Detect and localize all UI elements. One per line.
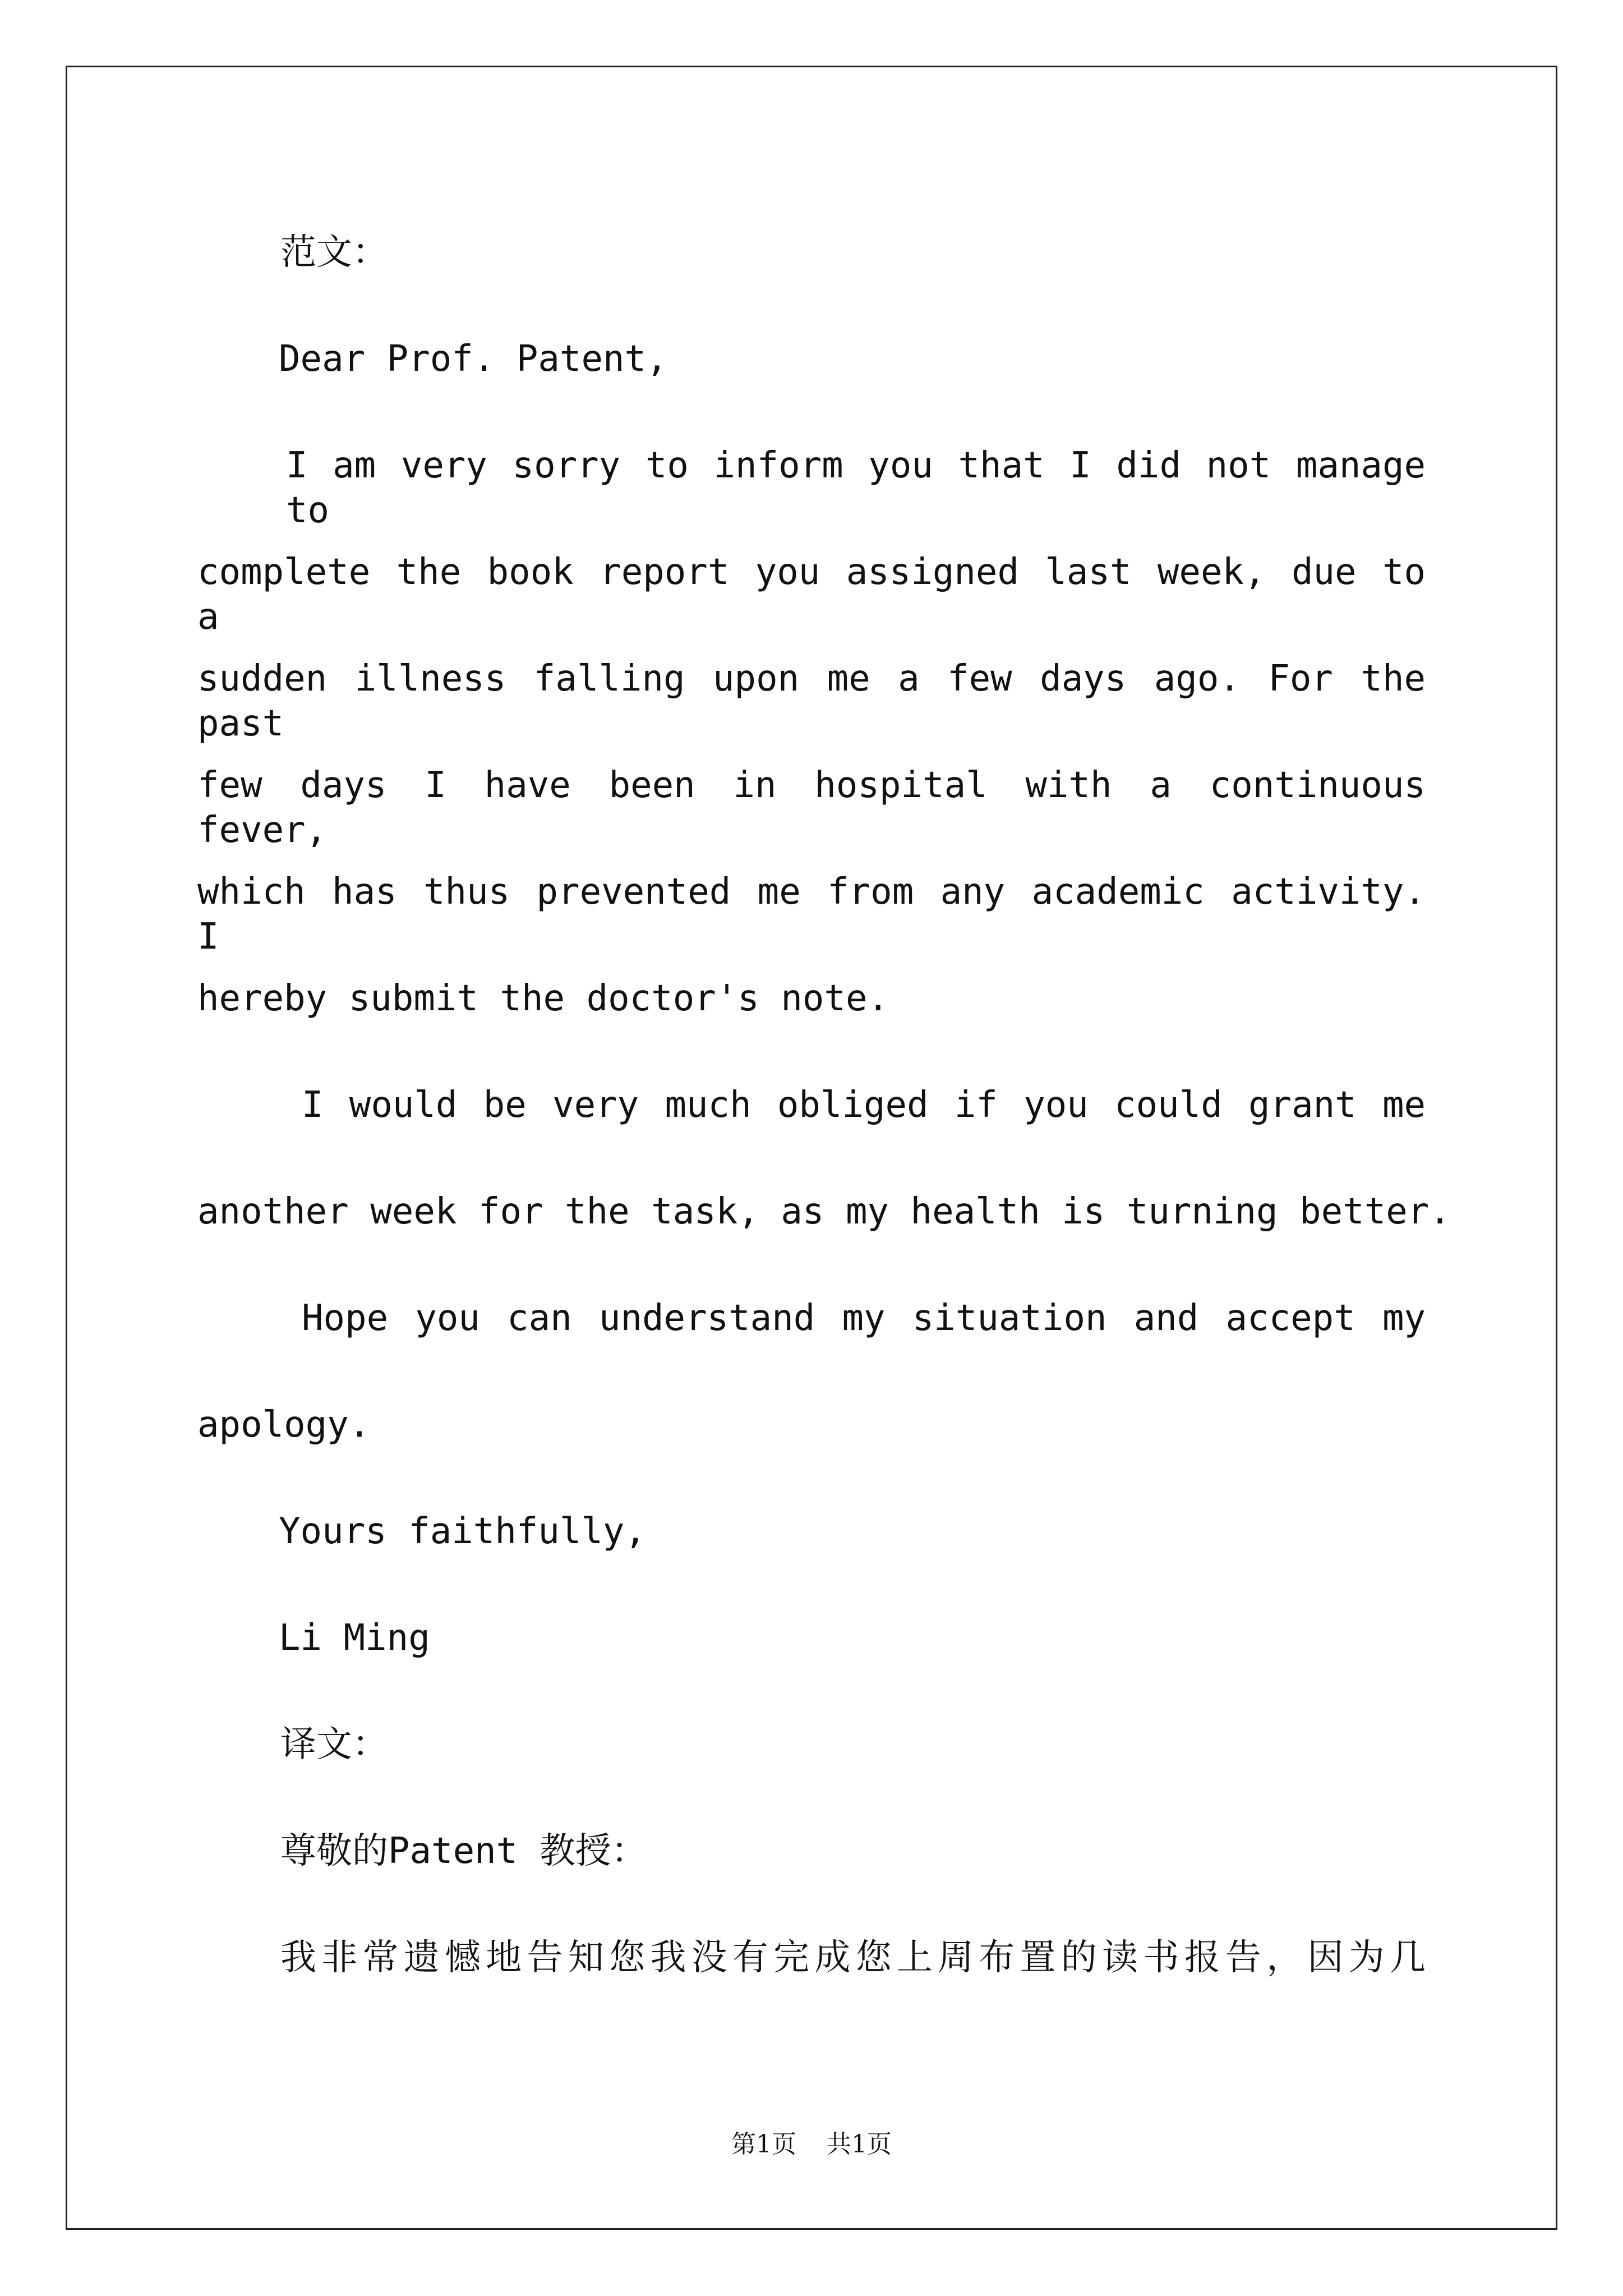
page-number: 第1页	[731, 2130, 796, 2159]
para1-line-3: sudden illness falling upon me a few days ago. For the past	[197, 658, 1426, 744]
translation-salutation: 尊敬的Patent 教授：	[280, 1830, 647, 1872]
page-total: 共1页	[827, 2130, 892, 2159]
heading-sample: 范文：	[280, 232, 388, 273]
para3-line-1: Hope you can understand my situation and accept my	[302, 1297, 1426, 1339]
salutation: Dear Prof. Patent,	[279, 338, 668, 380]
para1-line-1: I am very sorry to inform you that I did not manage to	[286, 445, 1426, 531]
para2-line-1: I would be very much obliged if you could grant me	[302, 1084, 1426, 1126]
para1-line-6: hereby submit the doctor's note.	[197, 978, 889, 1019]
translation-para1-line-1: 我非常遗憾地告知您我没有完成您上周布置的读书报告，因为几	[280, 1937, 1426, 1978]
para1-line-5: which has thus prevented me from any academic activity. I	[197, 871, 1426, 958]
page-footer	[0, 2129, 1623, 2160]
para1-line-4: few days I have been in hospital with a continuous fever,	[197, 765, 1426, 851]
para3-line-2: apology.	[197, 1404, 371, 1446]
heading-translation: 译文：	[280, 1724, 388, 1765]
signature: Li Ming	[279, 1617, 430, 1659]
page-border	[66, 66, 1557, 2230]
para2-line-2: another week for the task, as my health is turning better.	[197, 1191, 1451, 1232]
para1-line-2: complete the book report you assigned last week, due to a	[197, 551, 1426, 638]
closing: Yours faithfully,	[279, 1511, 647, 1552]
